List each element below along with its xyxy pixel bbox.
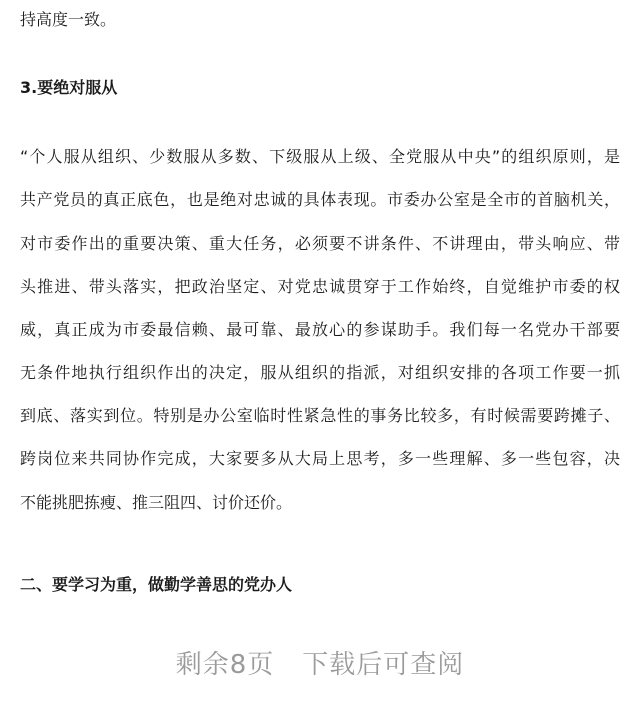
paragraph-line: 共产党员的真正底色，也是绝对忠诚的具体表现。市委办公室是全市的首脑机关， <box>20 190 620 209</box>
document-text-line: 持高度一致。 <box>20 10 117 29</box>
download-prompt-banner[interactable] <box>0 640 640 684</box>
paragraph-line: 威，真正成为市委最信赖、最可靠、最放心的参谋助手。我们每一名党办干部要 <box>20 320 620 339</box>
remaining-pages-label: 剩余8页 <box>175 649 275 680</box>
paragraph-line: 对市委作出的重要决策、重大任务，必须要不讲条件、不讲理由，带头响应、带 <box>20 234 620 253</box>
paragraph-line: “个人服从组织、少数服从多数、下级服从上级、全党服从中央”的组织原则，是 <box>20 147 620 166</box>
download-to-view-label: 下载后可查阅 <box>302 649 465 680</box>
paragraph-line: 头推进、带头落实，把政治坚定、对党忠诚贯穿于工作始终，自觉维护市委的权 <box>20 277 620 296</box>
section-heading: 3.要绝对服从 <box>20 78 118 97</box>
paragraph-line: 不能挑肥拣瘦、推三阻四、讨价还价。 <box>20 493 293 512</box>
paragraph-line: 无条件地执行组织作出的决定，服从组织的指派，对组织安排的各项工作要一抓 <box>20 363 620 382</box>
paragraph-line: 跨岗位来共同协作完成，大家要多从大局上思考，多一些理解、多一些包容，决 <box>20 449 620 468</box>
paragraph-line: 到底、落实到位。特别是办公室临时性紧急性的事务比较多，有时候需要跨摊子、 <box>20 406 620 425</box>
chapter-heading: 二、要学习为重，做勤学善思的党办人 <box>20 575 293 594</box>
